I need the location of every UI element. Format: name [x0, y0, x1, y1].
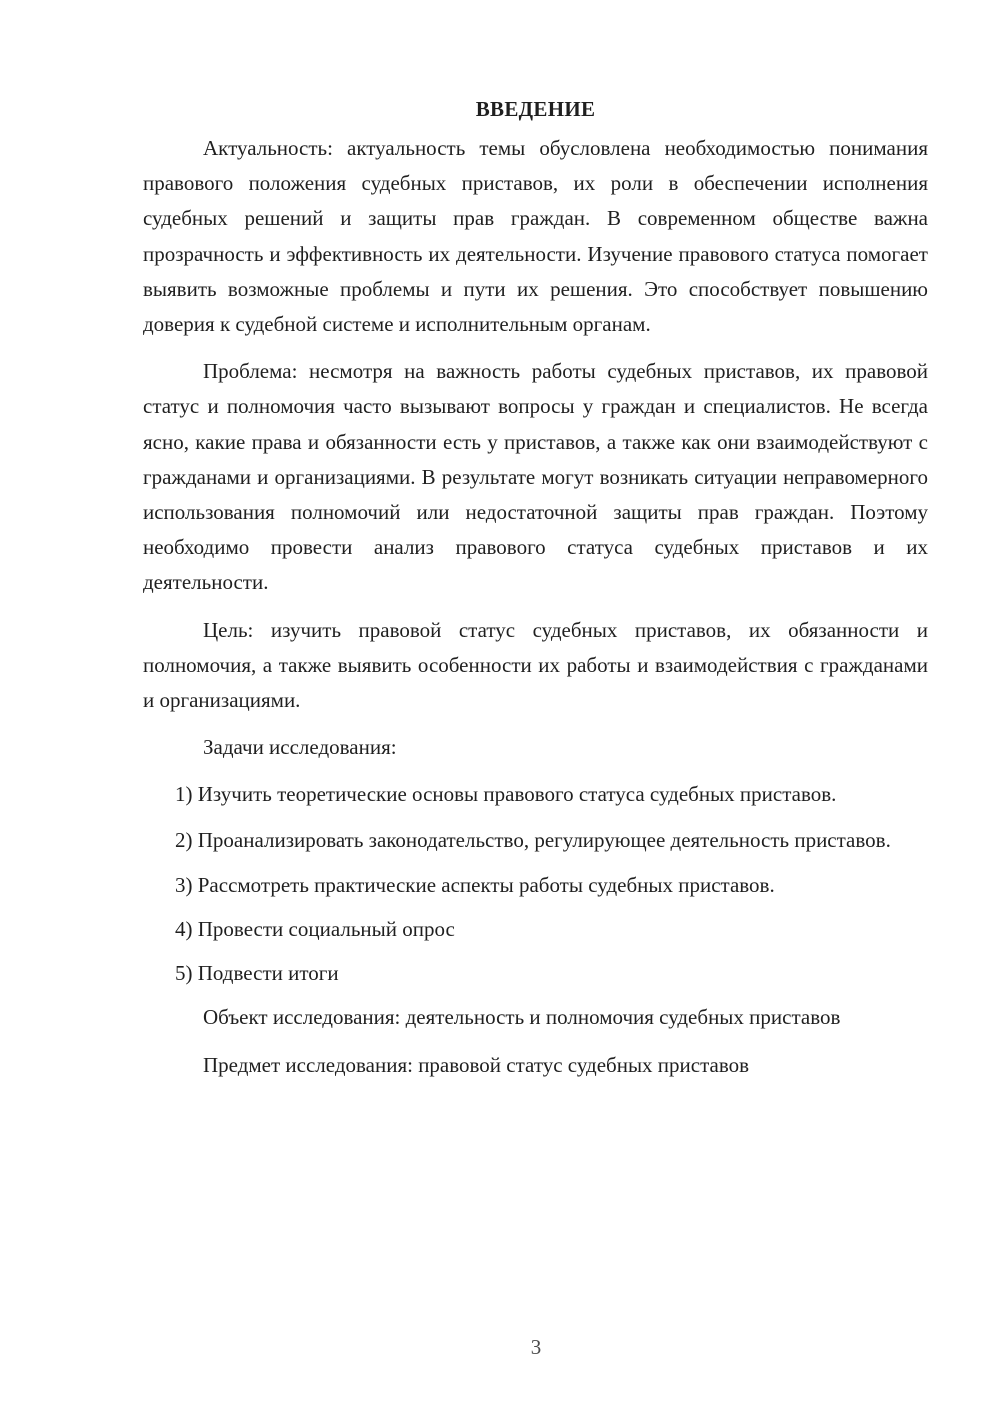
task-item-1: 1) Изучить теоретические основы правового статуса судебных приставов. [175, 782, 837, 807]
page-content [143, 92, 928, 1095]
tasks-heading: Задачи исследования: [203, 735, 397, 760]
problem-paragraph: Проблема: несмотря на важность работы судебных приставов, их правовой статус и полномочия часто вызывают вопросы у граждан и специалистов. Не всегда ясно, какие права и обязанности есть у приставов, а также как они взаимодействуют с гражданами и организациями. В результате могут возникать ситуации неправомерного использования полномочий или недостаточной защиты прав граждан. Поэтому необходимо провести анализ правового статуса судебных приставов и их деятельности. [143, 359, 928, 595]
task-item-2: 2) Проанализировать законодательство, регулирующее деятельность приставов. [175, 827, 891, 852]
task-item-5: 5) Подвести итоги [175, 961, 339, 986]
section-heading: ВВЕДЕНИЕ [475, 97, 596, 121]
goal-paragraph: Цель: изучить правовой статус судебных приставов, их обязанности и полномочия, а также выявить особенности их работы и взаимодействия с гражданами и организациями. [143, 617, 928, 713]
page-number: 3 [530, 1335, 542, 1359]
subject-paragraph: Предмет исследования: правовой статус судебных приставов [203, 1052, 750, 1077]
object-paragraph: Объект исследования: деятельность и полномочия судебных приставов [203, 1005, 841, 1030]
task-item-4: 4) Провести социальный опрос [175, 917, 455, 942]
task-item-3: 3) Рассмотреть практические аспекты работы судебных приставов. [175, 872, 775, 897]
relevance-paragraph: Актуальность: актуальность темы обусловлена необходимостью понимания правового положения судебных приставов, их роли в обеспечении исполнения судебных решений и защиты прав граждан. В современном обществе важна прозрачность и эффективность их деятельности. Изучение правового статуса помогает выявить возможные проблемы и пути их решения. Это способствует повышению доверия к судебной системе и исполнительным органам. [143, 136, 928, 337]
